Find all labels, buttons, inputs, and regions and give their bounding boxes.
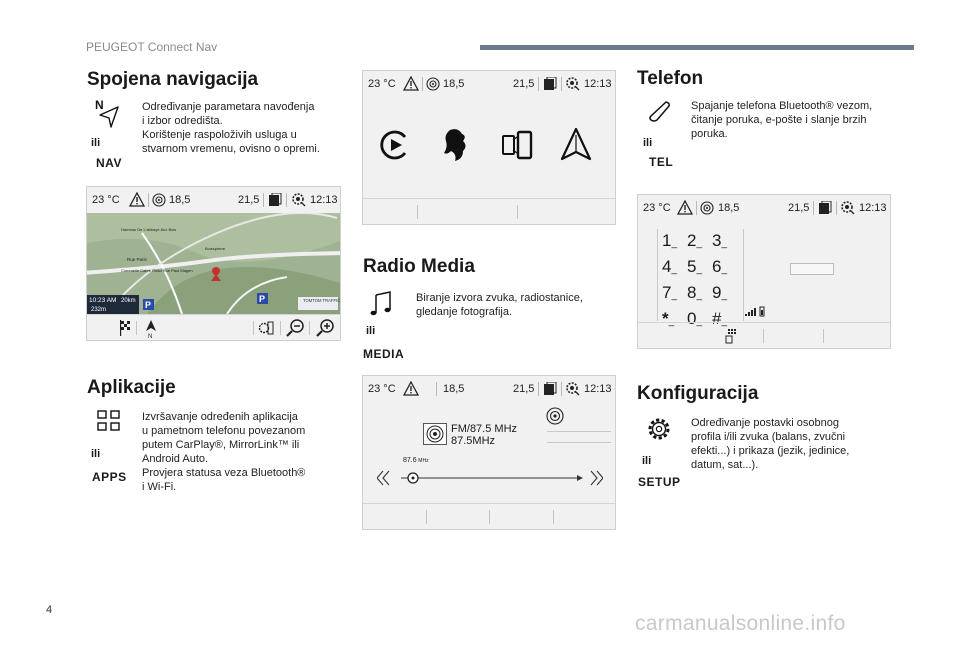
settings-status-icon [290,192,308,208]
left-zone-temp: 18,5 [443,383,465,395]
warning-icon [403,76,419,91]
map-place-3: Rue Paris [127,257,147,262]
phone-heading: Telefon [637,68,704,89]
right-zone-temp: 21,5 [238,194,260,206]
map-brand: TOMTOM TRAFFIC [303,298,340,303]
radio-key-label: MEDIA [363,347,405,361]
dial-keypad [662,231,737,331]
svg-text:P: P [145,300,152,310]
nav-toolbar [87,314,340,340]
signal-icon [426,77,440,91]
temp-readout: 23 °C [643,202,671,214]
route-settings-icon[interactable] [258,320,274,336]
nav-screen [86,186,341,341]
android-auto-icon[interactable] [559,127,593,163]
radio-station-icon [423,423,447,445]
nav-key-label: NAV [96,156,122,170]
header-bar [480,45,914,50]
nav-arrow-icon [95,97,125,133]
temp-readout: 23 °C [368,78,396,90]
key-2[interactable]: 2_ [687,231,703,250]
key-4[interactable]: 4_ [662,257,678,276]
tuner-freq: 87.6 MHz [403,457,429,464]
warning-icon [677,200,693,215]
key-9[interactable]: 9_ [712,283,728,302]
contacts-keypad-icon[interactable] [724,328,738,344]
time-readout: 12:13 [584,383,612,395]
settings-status-icon [839,200,857,216]
peugeot-lion-icon[interactable] [441,127,471,163]
key-hash[interactable]: #_ [712,309,728,328]
key-1[interactable]: 1_ [662,231,678,250]
nav-ili: ili [91,137,101,149]
radio-description: Biranje izvora zvuka, radiostanice, gledanje fotografija. [416,292,583,318]
frequency-slider[interactable] [377,466,603,490]
key-0[interactable]: 0_ [687,309,703,328]
apps-key-label: APPS [92,470,127,484]
config-description: Određivanje postavki osobnog profila i/ili zvuka (balans, zvučni efekti...) i prikaza (jezik, jedinice, datum, sat...). [691,417,850,471]
right-zone-temp: 21,5 [513,383,535,395]
phone-ili: ili [643,137,653,149]
music-note-icon [370,291,394,317]
time-readout: 12:13 [584,78,612,90]
checkered-flag-icon[interactable] [118,319,132,337]
temp-readout: 23 °C [92,194,120,206]
apps-description: Izvršavanje određenih aplikacija u pametnom telefonu povezanom putem CarPlay®, MirrorLink™ ili Android Auto. Provjera statusa veza Bluetooth® i Wi-Fi. [142,411,306,493]
apps-heading: Aplikacije [87,377,176,398]
phone-screen [637,194,891,349]
zoom-in-icon[interactable] [315,319,335,337]
navigation-description: Određivanje parametara navođenja i izbor odredišta. Korištenje raspoloživih usluga u stvarnom vremenu, ovisno o opremi. [142,101,320,155]
key-7[interactable]: 7_ [662,283,678,302]
phone-box-icon [268,193,282,207]
phone-description: Spajanje telefona Bluetooth® vezom, čitanje poruka, e-pošte i slanje brzih poruka. [691,100,873,140]
key-3[interactable]: 3_ [712,231,728,250]
signal-icon [152,193,166,207]
settings-status-icon [564,76,582,92]
right-zone-temp: 21,5 [788,202,810,214]
key-5[interactable]: 5_ [687,257,703,276]
map-clock: 10:23 AM [89,297,117,304]
svg-text:P: P [259,294,266,304]
right-zone-temp: 21,5 [513,78,535,90]
settings-gear-icon [645,415,673,443]
phone-handset-icon [648,100,672,124]
key-star[interactable]: *_ [662,309,675,328]
svg-text:N: N [148,334,153,338]
phone-box-icon [543,382,557,396]
navigation-heading: Spojena navigacija [87,69,259,90]
station-info [451,423,517,447]
config-heading: Konfiguracija [637,383,759,404]
radio-ili: ili [366,325,376,337]
apps-screen [362,70,616,225]
time-readout: 12:13 [310,194,338,206]
radio-heading: Radio Media [363,256,475,277]
phone-box-icon [818,201,832,215]
number-input[interactable] [790,263,834,275]
svg-text:N: N [95,98,104,112]
station-freq: 87.5MHz [451,435,496,447]
map-place-2: Buisspierre [205,246,226,251]
phone-key-label: TEL [649,155,674,169]
apps-ili: ili [91,448,101,460]
status-bar [87,187,340,213]
mirrorlink-icon[interactable] [499,128,533,162]
left-zone-temp: 18,5 [718,202,740,214]
temp-readout: 23 °C [368,383,396,395]
signal-strength-icon [744,305,766,317]
north-compass-icon[interactable] [144,318,158,338]
left-zone-temp: 18,5 [169,194,191,206]
key-8[interactable]: 8_ [687,283,703,302]
nav-map[interactable] [87,213,340,314]
carplay-icon[interactable] [379,129,411,161]
time-readout: 12:13 [859,202,887,214]
warning-icon [403,381,419,396]
settings-status-icon [564,381,582,397]
broadcast-icon[interactable] [546,407,564,425]
radio-screen [362,375,616,530]
phone-box-icon [543,77,557,91]
signal-icon [700,201,714,215]
map-distance: 232m [91,307,107,313]
zoom-out-icon[interactable] [285,319,305,337]
watermark: carmanualsonline.info [635,612,846,635]
station-name: FM/87.5 MHz [451,423,518,435]
page-number: 4 [46,604,53,616]
left-zone-temp: 18,5 [443,78,465,90]
map-place-1: Hameau De L'abbaye Aux Bois [121,227,177,232]
warning-icon [129,192,145,207]
config-ili: ili [642,455,652,467]
apps-grid-icon [97,410,121,432]
header-title: PEUGEOT Connect Nav [86,40,218,54]
map-scale: 20km [121,298,136,304]
key-6[interactable]: 6_ [712,257,728,276]
map-place-4: Commelle Cabre Road Rue Paul Magen [121,268,193,273]
config-key-label: SETUP [638,475,681,489]
